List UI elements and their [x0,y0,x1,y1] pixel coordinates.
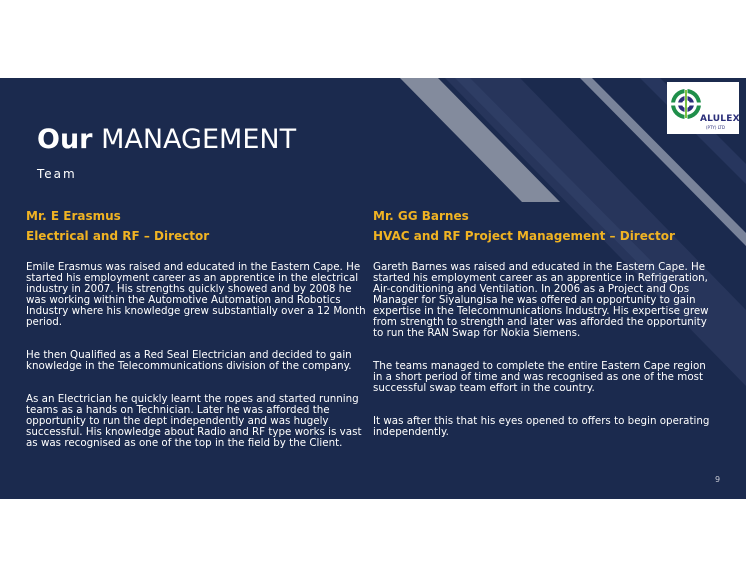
company-logo [667,82,739,134]
logo-subtext: (PTY) LTD [706,125,725,130]
logo-name: ALULEX [700,114,740,124]
right-paragraph-2: The teams managed to complete the entire Eastern Cape region in a short period of time and was recognised as one of the most successful swap team effort in the country. [373,360,706,394]
right-paragraph-1: Gareth Barnes was raised and educated in the Eastern Cape. He started his employment career as an apprentice in Refrigeration, Air-conditioning and Ventilation. In 2006 as a Project and Ops Manager for Siyalungisa he was offered an opportunity to gain expertise in the Telecommunications Industry. His expertise grew from strength to strength and later was afforded the opportunity to run the RAN Swap for Nokia Siemens. [373,261,709,339]
page-subtitle: Team [37,167,77,181]
left-paragraph-1: Emile Erasmus was raised and educated in the Eastern Cape. He started his employment career as an apprentice in the electrical industry in 2007. His strengths quickly showed and by 2008 he was working within the Automotive Automation and Robotics Industry where his knowledge grew substantially over a 12 Month period. [26,261,366,328]
right-name: Mr. GG Barnes [373,209,469,223]
right-paragraph-3: It was after this that his eyes opened to offers to begin operating independently. [373,415,710,438]
logo-emblem-icon [667,82,739,134]
left-paragraph-2: He then Qualified as a Red Seal Electrician and decided to gain knowledge in the Telecommunications division of the company. [26,349,352,372]
management-slide [0,78,746,499]
title-bold: Our [37,124,93,155]
left-profile [26,208,366,449]
left-role: Electrical and RF – Director [26,229,210,243]
right-profile [373,208,713,438]
left-name: Mr. E Erasmus [26,209,121,223]
page-number: 9 [715,475,721,484]
right-role: HVAC and RF Project Management – Director [373,229,675,243]
title-rest: MANAGEMENT [101,124,297,155]
page-title [37,124,296,155]
left-paragraph-3: As an Electrician he quickly learnt the ropes and started running teams as a hands on Technician. Later he was afforded the opportunity to run the dept independently and was hugely successful. His knowledge about Radio and RF type works is vast as was recognised as one of the top in the field by the Client. [26,393,362,449]
